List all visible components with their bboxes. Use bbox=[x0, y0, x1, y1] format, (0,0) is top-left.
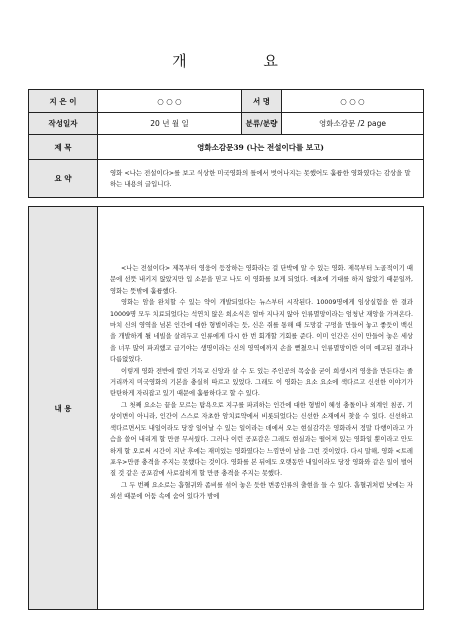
report-form bbox=[28, 89, 424, 610]
summary-label: 요 약 bbox=[29, 160, 98, 198]
content-paragraph: 영화는 암을 완치할 수 있는 약이 개발되었다는 뉴스부터 시작된다. 10009명에게 임상실험을 한 결과 10009명 모두 치료되었다는 석연치 않은 희소식은 얼마 지나지 않아 인류멸망이라는 엄청난 재앙을 가져온다. 마치 신의 영역을 넘본 인간에 대한 형벌이라는 듯, 신은 쥐를 통해 때 도망갈 구멍을 만들어 놓고 좋듯이 백신을 개발하게 될 네빌을 살려두고 인류에게 다시 한 번 회개할 기회를 준다. 이미 인간은 신이 만들어 놓은 세상을 너무 많이 파괴했고 급기야는 생명이라는 신의 영역에까지 손을 뻗쳤으니 인류멸망이란 이미 예고된 결과나 다름없었다. bbox=[110, 299, 413, 364]
row-spacer bbox=[29, 198, 424, 207]
content-paragraph: 그 두 번째 요소로는 흡혈귀와 좀비를 섞어 놓은 듯한 변종인류의 출현을 들 수 있다. 흡혈귀처럼 낮에는 자외선 때문에 어둠 속에 숨어 있다가 밤에 bbox=[110, 481, 413, 501]
content-label: 내 용 bbox=[29, 207, 98, 610]
date-value: 20 년 월 일 bbox=[98, 113, 242, 135]
page-title: 개 요 bbox=[172, 52, 314, 70]
writer-value: ○ ○ ○ bbox=[282, 90, 424, 113]
author-value: ○ ○ ○ bbox=[98, 90, 242, 113]
date-label: 작성일자 bbox=[29, 113, 98, 135]
subject-row bbox=[29, 135, 424, 160]
content-body bbox=[98, 207, 424, 610]
summary-value: 영화 <나는 전설이다>를 보고 식상한 미국영화의 틀에서 벗어나지는 못했어도 훌륭한 영화였다는 감상을 말하는 내용의 글입니다. bbox=[98, 160, 424, 198]
date-row bbox=[29, 113, 424, 135]
author-row bbox=[29, 90, 424, 113]
writer-label: 서 명 bbox=[242, 90, 282, 113]
subject-label: 제 목 bbox=[29, 135, 98, 160]
content-paragraph: 이렇게 영화 전반에 깔린 기독교 신앙과 살 수 도 있는 주인공의 목숨을 굳이 희생시켜 영웅을 만든다는 줄거리까지 미국영화의 기본을 충실히 따르고 있었다. 그래도 이 영화는 요소 요소에 색다르고 신선한 이야기가 탄탄하게 자리잡고 있기 때문에 훌륭하다고 할 수 있다. bbox=[110, 367, 413, 398]
author-label: 지 은 이 bbox=[29, 90, 98, 113]
content-paragraph: <나는 전설이다> 제목부터 영웅이 등장하는 영화라는 걸 단박에 알 수 있는 영화. 제목부터 노골적이기 때문에 선뜻 내키지 않았지만 입 소문을 믿고 나도 이 영화를 보게 되었다. 애초에 기대를 하지 않았기 때문일까, 영화는 뜻밖에 훌륭했다. bbox=[110, 265, 413, 295]
subject-value: 영화소감문39 (나는 전설이다를 보고) bbox=[98, 135, 424, 160]
summary-row bbox=[29, 160, 424, 198]
content-paragraph: 그 첫째 요소는 끝을 모르는 탐욕으로 지구를 파괴하는 인간에 대한 형벌이 혜성 충돌이나 외계인 침공, 기상이변이 아니라, 인간이 스스로 자초한 암치료약에서 비롯되었다는 신선한 소재에서 찾을 수 있다. 신선하고 색다르면서도 내일이라도 당장 일어날 수 있는 일이라는 데에서 오는 현실감각은 영화라서 정말 다행이라고 가슴을 쓸어 내리게 할 만큼 무서웠다. 그러나 이런 공포감은 그래도 현실과는 떨어져 있는 영화일 뿐이라고 안도하게 할 오로써 시간이 지난 후에는 재미있는 영화였다는 느낌만이 남을 그런 것이었다. 다시 말해, 영화 <트레포우>만큼 충격을 주지는 못했다는 것이다. 영화를 본 뒤에도 오랫동안 내일이라도 당장 영화와 같은 일이 벌어질 것 같은 공포감에 사로잡히게 할 만큼 충격을 주지는 못했다. bbox=[110, 401, 413, 478]
spacer-row bbox=[29, 198, 424, 207]
category-value: 영화소감문 /2 page bbox=[282, 113, 424, 135]
content-row bbox=[29, 207, 424, 610]
category-label: 분류/분량 bbox=[242, 113, 282, 135]
